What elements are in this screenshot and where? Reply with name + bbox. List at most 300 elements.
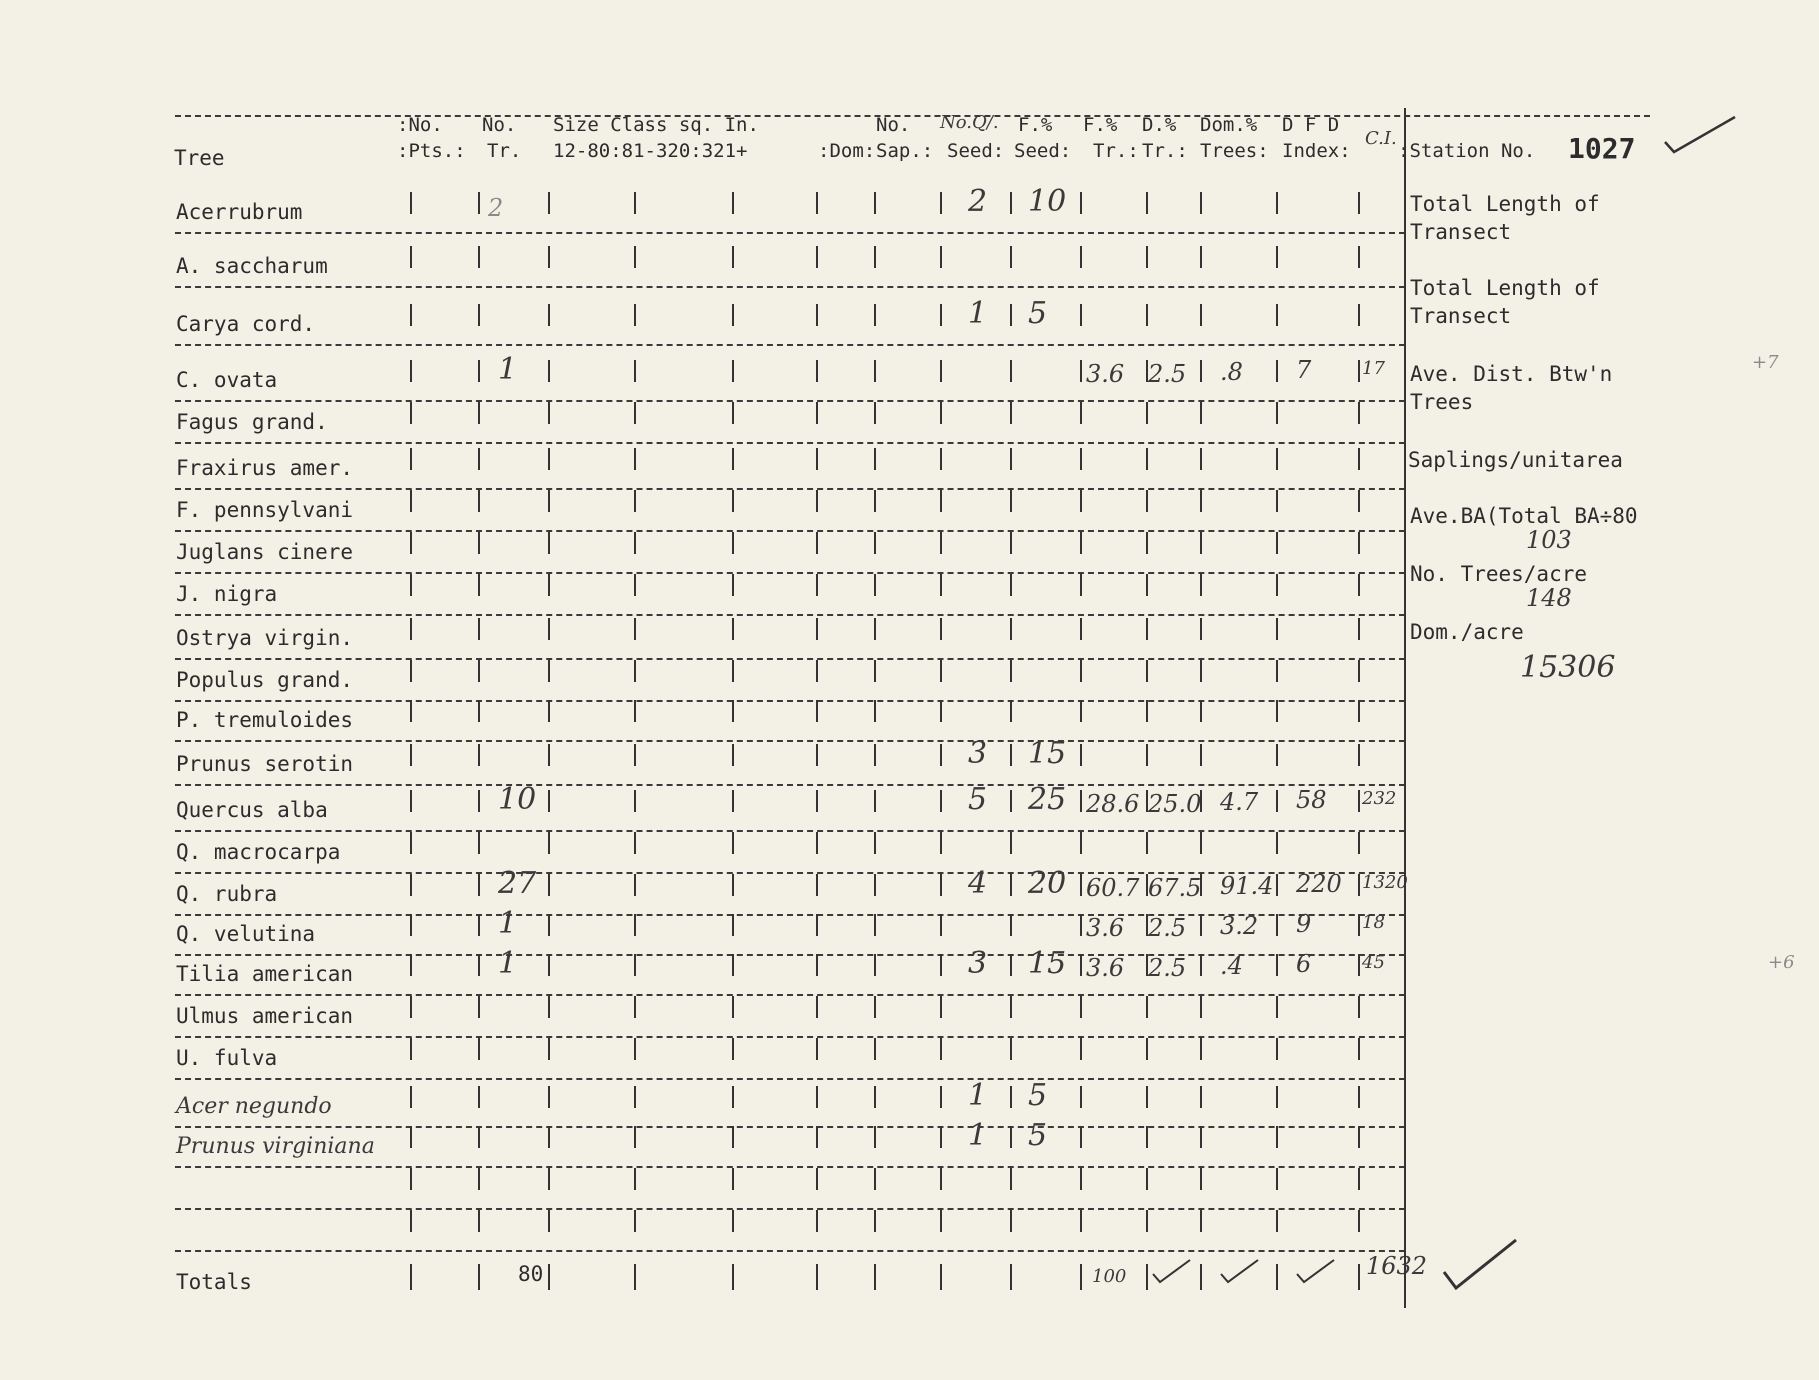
row-divider xyxy=(175,784,1405,786)
column-tick xyxy=(940,1210,942,1232)
column-tick xyxy=(1146,832,1148,854)
column-tick xyxy=(478,996,480,1018)
column-tick xyxy=(634,1126,636,1148)
column-tick xyxy=(732,832,734,854)
column-tick xyxy=(548,1168,550,1190)
column-tick xyxy=(1010,1264,1012,1290)
column-tick xyxy=(940,402,942,424)
column-tick xyxy=(940,1264,942,1290)
d-pct-tr-3: 2.5 xyxy=(1148,360,1187,388)
column-tick xyxy=(1146,490,1148,512)
column-tick xyxy=(1276,660,1278,682)
column-tick xyxy=(940,448,942,470)
column-tick xyxy=(1276,700,1278,722)
column-tick xyxy=(634,1086,636,1108)
row-divider xyxy=(175,1166,1405,1168)
column-tick xyxy=(1146,1038,1148,1060)
column-tick xyxy=(732,1038,734,1060)
column-tick xyxy=(940,532,942,554)
dom-header: :Dom: xyxy=(818,140,876,162)
trees-per-acre-label: No. Trees/acre xyxy=(1410,562,1588,586)
column-tick xyxy=(634,914,636,936)
tree-name-3: C. ovata xyxy=(176,368,278,392)
row-divider xyxy=(175,740,1405,742)
column-tick xyxy=(410,246,412,268)
column-tick xyxy=(1200,574,1202,596)
f-pct-seed-header-line1: F.% xyxy=(1018,114,1053,136)
column-tick xyxy=(732,996,734,1018)
column-tick xyxy=(1146,1168,1148,1190)
column-tick xyxy=(732,304,734,326)
size-class-ranges: 12-80:81-320:321+ xyxy=(553,140,748,162)
column-tick xyxy=(874,790,876,812)
column-tick xyxy=(1080,790,1082,812)
no-pts-header-line1: :No. xyxy=(397,114,443,136)
column-tick xyxy=(732,1126,734,1148)
column-tick xyxy=(1146,618,1148,640)
column-tick xyxy=(940,996,942,1018)
column-tick xyxy=(548,1210,550,1232)
column-tick xyxy=(1358,1168,1360,1190)
column-tick xyxy=(874,192,876,214)
ave-dist-line2: Trees xyxy=(1410,390,1474,414)
column-tick xyxy=(548,246,550,268)
column-tick xyxy=(634,700,636,722)
column-tick xyxy=(548,996,550,1018)
column-tick xyxy=(816,1168,818,1190)
column-tick xyxy=(940,832,942,854)
column-tick xyxy=(732,360,734,382)
column-tick xyxy=(1358,1086,1360,1108)
column-tick xyxy=(874,914,876,936)
total-length-2-line2: Transect xyxy=(1410,304,1512,328)
ci-17: 45 xyxy=(1362,952,1385,973)
row-divider xyxy=(175,1208,1405,1210)
column-tick xyxy=(1358,1264,1360,1290)
totals-no-tr: 80 xyxy=(518,1262,544,1286)
no-q-seed-13: 5 xyxy=(968,782,988,817)
column-tick xyxy=(1276,448,1278,470)
column-tick xyxy=(634,1168,636,1190)
column-tick xyxy=(1010,192,1012,214)
totals-label: Totals xyxy=(176,1270,252,1294)
column-tick xyxy=(478,246,480,268)
f-pct-tr-3: 3.6 xyxy=(1086,360,1125,388)
dom-pct-17: .4 xyxy=(1220,952,1243,980)
d-pct-tr-15: 67.5 xyxy=(1148,874,1202,902)
tree-column-header: Tree xyxy=(174,146,225,170)
column-tick xyxy=(634,490,636,512)
tree-name-11: P. tremuloides xyxy=(176,708,354,732)
column-tick xyxy=(478,874,480,896)
column-tick xyxy=(1200,360,1202,382)
column-tick xyxy=(410,790,412,812)
column-tick xyxy=(1358,1038,1360,1060)
column-tick xyxy=(634,1038,636,1060)
dom-pct-16: 3.2 xyxy=(1220,912,1259,940)
trees-per-acre-value: 148 xyxy=(1526,584,1572,612)
column-tick xyxy=(1146,1264,1148,1290)
check-mark-icon xyxy=(1218,1256,1262,1286)
column-tick xyxy=(478,700,480,722)
column-tick xyxy=(1146,574,1148,596)
column-tick xyxy=(1358,744,1360,766)
f-pct-tr-header-line1: F.% xyxy=(1083,114,1118,136)
column-tick xyxy=(1080,1038,1082,1060)
column-tick xyxy=(1358,832,1360,854)
dom-pct-3: .8 xyxy=(1220,358,1243,386)
column-tick xyxy=(478,574,480,596)
no-tr-3: 1 xyxy=(498,352,518,387)
column-tick xyxy=(478,1038,480,1060)
column-tick xyxy=(548,532,550,554)
column-tick xyxy=(410,1210,412,1232)
tree-name-5: Fraxirus amer. xyxy=(176,456,354,480)
total-length-2-line1: Total Length of xyxy=(1410,276,1600,300)
column-tick xyxy=(548,790,550,812)
column-tick xyxy=(1276,1038,1278,1060)
column-tick xyxy=(1358,790,1360,812)
column-tick xyxy=(1276,744,1278,766)
column-tick xyxy=(1010,402,1012,424)
f-pct-seed-20: 5 xyxy=(1028,1078,1048,1113)
column-tick xyxy=(1200,490,1202,512)
ci-header: C.I. xyxy=(1365,128,1397,149)
no-tr-13: 10 xyxy=(498,782,537,817)
column-tick xyxy=(410,996,412,1018)
column-tick xyxy=(1010,574,1012,596)
column-tick xyxy=(1010,304,1012,326)
column-tick xyxy=(874,532,876,554)
column-tick xyxy=(1200,246,1202,268)
column-tick xyxy=(548,360,550,382)
row-divider xyxy=(175,1126,1405,1128)
column-tick xyxy=(634,790,636,812)
column-tick xyxy=(1358,700,1360,722)
f-pct-tr-15: 60.7 xyxy=(1086,874,1140,902)
dfd-index-13: 58 xyxy=(1296,786,1327,814)
row-divider xyxy=(175,614,1405,616)
d-pct-tr-header-line1: D.% xyxy=(1142,114,1177,136)
column-tick xyxy=(732,1168,734,1190)
ave-ba-label: Ave.BA(Total BA÷80 xyxy=(1410,504,1638,528)
margin-note-plus-6: +6 xyxy=(1768,952,1795,973)
no-sap-header-line1: No. xyxy=(876,114,911,136)
column-tick xyxy=(1146,402,1148,424)
column-tick xyxy=(634,874,636,896)
f-pct-seed-13: 25 xyxy=(1028,782,1067,817)
column-tick xyxy=(634,360,636,382)
tree-name-19: U. fulva xyxy=(176,1046,278,1070)
column-tick xyxy=(1200,954,1202,976)
column-tick xyxy=(634,954,636,976)
dom-per-acre-value: 15306 xyxy=(1520,650,1616,685)
column-tick xyxy=(1276,532,1278,554)
tree-name-20: Acer negundo xyxy=(176,1094,332,1119)
no-q-seed-0: 2 xyxy=(968,184,988,219)
column-tick xyxy=(732,790,734,812)
column-tick xyxy=(410,700,412,722)
column-tick xyxy=(816,574,818,596)
column-tick xyxy=(548,954,550,976)
column-tick xyxy=(874,402,876,424)
totals-f-pct-tr: 100 xyxy=(1092,1266,1127,1287)
tree-name-8: J. nigra xyxy=(176,582,278,606)
row-divider xyxy=(175,400,1405,402)
column-tick xyxy=(1146,192,1148,214)
column-tick xyxy=(634,744,636,766)
column-tick xyxy=(1276,832,1278,854)
column-tick xyxy=(410,1086,412,1108)
column-tick xyxy=(1080,192,1082,214)
dfd-index-17: 6 xyxy=(1296,950,1312,978)
column-tick xyxy=(940,914,942,936)
column-tick xyxy=(816,246,818,268)
column-tick xyxy=(1276,402,1278,424)
column-tick xyxy=(874,490,876,512)
column-tick xyxy=(548,914,550,936)
column-tick xyxy=(1146,448,1148,470)
column-tick xyxy=(1010,700,1012,722)
column-tick xyxy=(1080,832,1082,854)
column-tick xyxy=(874,1126,876,1148)
column-tick xyxy=(874,448,876,470)
column-tick xyxy=(874,832,876,854)
column-tick xyxy=(634,618,636,640)
column-tick xyxy=(732,1210,734,1232)
column-tick xyxy=(1080,1126,1082,1148)
column-tick xyxy=(940,192,942,214)
row-divider xyxy=(175,700,1405,702)
column-tick xyxy=(1010,1168,1012,1190)
column-tick xyxy=(1358,914,1360,936)
column-tick xyxy=(1358,660,1360,682)
tree-name-9: Ostrya virgin. xyxy=(176,626,354,650)
column-tick xyxy=(1146,700,1148,722)
column-tick xyxy=(1080,954,1082,976)
column-tick xyxy=(940,660,942,682)
column-tick xyxy=(732,954,734,976)
column-tick xyxy=(940,954,942,976)
column-tick xyxy=(1200,744,1202,766)
tree-name-13: Quercus alba xyxy=(176,798,328,822)
column-tick xyxy=(874,700,876,722)
no-q-seed-12: 3 xyxy=(968,736,988,771)
column-tick xyxy=(1358,304,1360,326)
column-tick xyxy=(634,192,636,214)
no-tr-15: 27 xyxy=(498,866,537,901)
column-tick xyxy=(634,1264,636,1290)
column-tick xyxy=(1276,1086,1278,1108)
column-tick xyxy=(732,618,734,640)
column-tick xyxy=(1200,448,1202,470)
column-tick xyxy=(1200,1168,1202,1190)
column-tick xyxy=(478,832,480,854)
column-tick xyxy=(1080,914,1082,936)
column-tick xyxy=(816,1264,818,1290)
column-tick xyxy=(732,490,734,512)
column-tick xyxy=(874,1264,876,1290)
column-tick xyxy=(478,448,480,470)
no-sap-header-line2: Sap.: xyxy=(876,140,934,162)
column-tick xyxy=(1358,954,1360,976)
column-tick xyxy=(410,532,412,554)
column-tick xyxy=(478,744,480,766)
check-mark-icon xyxy=(1150,1256,1194,1286)
column-tick xyxy=(410,1264,412,1290)
no-q-seed-17: 3 xyxy=(968,946,988,981)
row-divider xyxy=(175,1078,1405,1080)
station-label: :Station No. xyxy=(1398,140,1536,162)
column-tick xyxy=(732,700,734,722)
column-tick xyxy=(1010,744,1012,766)
no-pts-header-line2: :Pts.: xyxy=(397,140,466,162)
column-tick xyxy=(548,1038,550,1060)
column-tick xyxy=(1276,874,1278,896)
column-tick xyxy=(1080,246,1082,268)
column-tick xyxy=(410,490,412,512)
column-tick xyxy=(816,192,818,214)
column-tick xyxy=(1358,874,1360,896)
dom-pct-13: 4.7 xyxy=(1220,788,1259,816)
column-tick xyxy=(1010,832,1012,854)
column-tick xyxy=(1200,914,1202,936)
column-tick xyxy=(940,304,942,326)
f-pct-tr-17: 3.6 xyxy=(1086,954,1125,982)
column-tick xyxy=(634,532,636,554)
column-tick xyxy=(1010,448,1012,470)
column-tick xyxy=(1200,996,1202,1018)
column-tick xyxy=(478,954,480,976)
column-tick xyxy=(1358,1210,1360,1232)
f-pct-seed-2: 5 xyxy=(1028,296,1048,331)
dfd-index-3: 7 xyxy=(1296,356,1312,384)
dom-pct-header-line2: Trees: xyxy=(1200,140,1269,162)
column-tick xyxy=(410,660,412,682)
column-tick xyxy=(1358,246,1360,268)
no-q-seed-20: 1 xyxy=(968,1078,988,1113)
station-number: 1027 xyxy=(1568,132,1636,165)
column-tick xyxy=(1080,744,1082,766)
column-tick xyxy=(1200,402,1202,424)
column-tick xyxy=(478,192,480,214)
column-tick xyxy=(634,246,636,268)
column-tick xyxy=(732,914,734,936)
column-tick xyxy=(732,402,734,424)
row-divider xyxy=(175,442,1405,444)
column-tick xyxy=(874,1168,876,1190)
column-tick xyxy=(1358,360,1360,382)
column-tick xyxy=(1010,996,1012,1018)
column-tick xyxy=(548,192,550,214)
column-tick xyxy=(1146,744,1148,766)
f-pct-tr-header-line2: Tr.: xyxy=(1093,140,1139,162)
ci-16: 18 xyxy=(1362,912,1385,933)
column-tick xyxy=(1276,360,1278,382)
column-tick xyxy=(732,532,734,554)
column-tick xyxy=(410,618,412,640)
column-tick xyxy=(1358,574,1360,596)
tree-name-10: Populus grand. xyxy=(176,668,354,692)
column-tick xyxy=(940,1086,942,1108)
column-tick xyxy=(478,1264,480,1290)
column-tick xyxy=(548,744,550,766)
column-tick xyxy=(548,618,550,640)
column-tick xyxy=(874,954,876,976)
column-tick xyxy=(732,448,734,470)
column-tick xyxy=(634,660,636,682)
column-tick xyxy=(478,914,480,936)
no-tr-header-line2: Tr. xyxy=(487,140,522,162)
column-tick xyxy=(874,1210,876,1232)
column-tick xyxy=(940,246,942,268)
column-tick xyxy=(478,532,480,554)
tree-name-7: Juglans cinere xyxy=(176,540,354,564)
column-tick xyxy=(874,360,876,382)
column-tick xyxy=(548,490,550,512)
column-tick xyxy=(1200,1126,1202,1148)
column-tick xyxy=(1010,490,1012,512)
column-tick xyxy=(816,532,818,554)
totals-ci: 1632 xyxy=(1366,1252,1428,1280)
column-tick xyxy=(1276,790,1278,812)
column-tick xyxy=(1276,246,1278,268)
column-tick xyxy=(1276,192,1278,214)
no-q-seed-21: 1 xyxy=(968,1118,988,1153)
f-pct-seed-header-line2: Seed: xyxy=(1014,140,1072,162)
column-tick xyxy=(816,832,818,854)
column-tick xyxy=(410,448,412,470)
total-length-1-line2: Transect xyxy=(1410,220,1512,244)
column-tick xyxy=(940,874,942,896)
column-tick xyxy=(874,304,876,326)
saplings-per-unit-area: Saplings/unitarea xyxy=(1408,448,1623,472)
column-tick xyxy=(548,1264,550,1290)
column-tick xyxy=(1200,532,1202,554)
column-tick xyxy=(732,192,734,214)
column-tick xyxy=(940,1126,942,1148)
column-tick xyxy=(940,790,942,812)
column-tick xyxy=(548,874,550,896)
f-pct-seed-0: 10 xyxy=(1028,184,1067,219)
column-tick xyxy=(410,574,412,596)
column-tick xyxy=(1146,532,1148,554)
column-tick xyxy=(732,744,734,766)
column-tick xyxy=(816,790,818,812)
column-tick xyxy=(1358,402,1360,424)
column-tick xyxy=(816,402,818,424)
column-tick xyxy=(1276,1210,1278,1232)
column-tick xyxy=(1276,490,1278,512)
ci-15: 1320 xyxy=(1362,872,1408,893)
column-tick xyxy=(874,1038,876,1060)
column-tick xyxy=(1010,790,1012,812)
column-tick xyxy=(410,360,412,382)
column-tick xyxy=(874,1086,876,1108)
column-tick xyxy=(1200,660,1202,682)
row-divider xyxy=(175,1250,1405,1252)
dom-pct-15: 91.4 xyxy=(1220,872,1274,900)
column-tick xyxy=(634,448,636,470)
column-tick xyxy=(940,1038,942,1060)
column-tick xyxy=(816,1086,818,1108)
column-tick xyxy=(548,574,550,596)
column-tick xyxy=(1080,490,1082,512)
tree-name-6: F. pennsylvani xyxy=(176,498,354,522)
tree-name-15: Q. rubra xyxy=(176,882,278,906)
tree-name-18: Ulmus american xyxy=(176,1004,354,1028)
no-tr-16: 1 xyxy=(498,906,518,941)
